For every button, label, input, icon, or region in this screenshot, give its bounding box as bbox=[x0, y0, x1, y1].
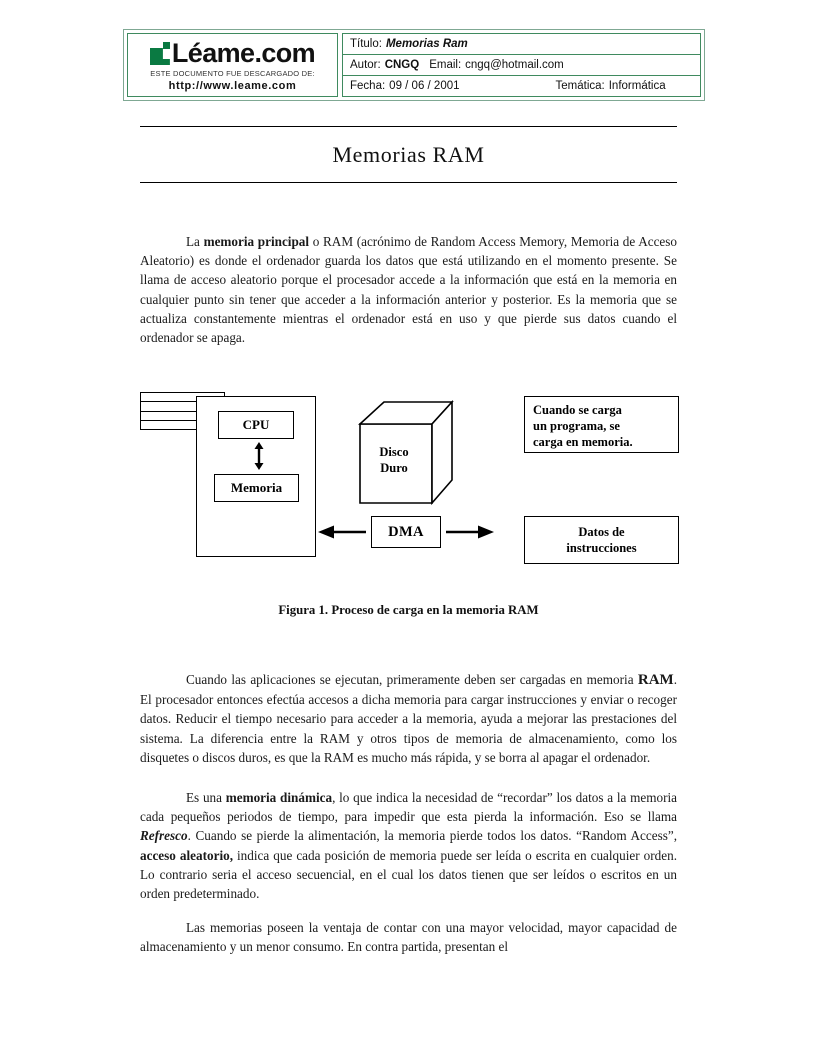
logo-url: http://www.leame.com bbox=[168, 80, 297, 92]
titulo-value: Memorias Ram bbox=[385, 38, 468, 50]
datos-instrucciones-box bbox=[524, 516, 679, 564]
disco-duro-line1: Disco bbox=[379, 445, 409, 459]
memoria-box: Memoria bbox=[214, 474, 299, 502]
fecha-value: 09 / 06 / 2001 bbox=[389, 80, 460, 92]
p3-part-a: Es una bbox=[186, 790, 226, 805]
note-line-3: carga en memoria. bbox=[533, 435, 633, 449]
meta-row-autor bbox=[343, 55, 700, 76]
title-rule-bottom bbox=[140, 182, 677, 183]
meta-row-fecha bbox=[343, 76, 700, 96]
p3-emph-acceso-aleatorio: acceso aleatorio, bbox=[140, 847, 233, 863]
figure-ram-load-process bbox=[140, 392, 677, 622]
p1-emph-memoria-principal: memoria principal bbox=[203, 234, 310, 249]
note-box-programa bbox=[524, 396, 679, 453]
paragraph-4: Las memorias poseen la ventaja de contar con una mayor velocidad, mayor capacidad de almacenamiento y un menor consumo. En contra partida, presentan el bbox=[140, 920, 677, 955]
p1-part-c: o RAM (acrónimo de Random Access Memory, Memoria de Acceso Aleatorio) es donde el ordenador guarda los datos que está utilizando en el momento presente. Se llama de acceso aleatorio porque el procesador accede a la información que está en la memoria en cualquier punto sin tener que acceder a la información anterior y posterior. Es la memoria que se actualiza constantemente mientras el ordenador está en uso y que pierde sus datos cuando el ordenador se apaga. bbox=[140, 234, 678, 346]
leame-logo-box bbox=[127, 33, 338, 97]
p2-part-a: Cuando las aplicaciones se ejecutan, primeramente deben ser cargadas en memoria bbox=[186, 672, 638, 687]
p3-emph-memoria-dinamica: memoria dinámica bbox=[225, 790, 333, 805]
meta-row-titulo bbox=[343, 34, 700, 55]
page-title: Memorias RAM bbox=[332, 142, 485, 167]
p3-part-c: , lo que indica la necesidad de “recordar” los datos a la memoria cada pequeños periodos de tiempo, para impedir que esta pierda la información. Eso se llama bbox=[140, 790, 677, 825]
p2-part-c: . El procesador entonces efectúa accesos a dicha memoria para cargar instrucciones y enviar o recoger datos. Reducir el tiempo necesario para acceder a la memoria, ayuda a mejorar las prestaciones del sistema. La diferencia entre la RAM y otros tipos de memoria de almacenamiento, como los disquetes o discos duros, es que la RAM es mucho más rápida, y se borra al apagar el ordenador. bbox=[140, 672, 677, 765]
p3-part-e: . Cuando se pierde la alimentación, la memoria pierde todos los datos. “Random Access”, bbox=[187, 828, 677, 844]
disco-duro-line2: Duro bbox=[380, 461, 408, 475]
dma-to-memory-arrow-icon bbox=[318, 521, 366, 543]
leame-l-logo-icon bbox=[150, 42, 170, 65]
paragraph-1 bbox=[140, 232, 677, 347]
p3-part-g: indica que cada posición de memoria puede ser leída o escrita en cualquier orden. Lo contrario seria el acceso secuencial, en el cual los datos tienen que ser leídos o escritos en un orden predeterminado. bbox=[140, 847, 677, 902]
document-header-banner bbox=[123, 29, 705, 101]
note-line-2: un programa, se bbox=[533, 419, 620, 433]
email-value: cngq@hotmail.com bbox=[465, 59, 564, 71]
paragraph-2 bbox=[140, 670, 677, 767]
tematica-value: Informática bbox=[608, 80, 666, 92]
p2-emph-ram: RAM bbox=[637, 672, 674, 688]
autor-label: Autor: bbox=[350, 59, 381, 71]
logo-tagline: ESTE DOCUMENTO FUE DESCARGADO DE: bbox=[150, 69, 315, 78]
document-meta-table bbox=[342, 33, 701, 97]
p1-part-a: La bbox=[186, 234, 204, 249]
autor-value: CNGQ bbox=[384, 59, 420, 71]
dma-to-data-arrow-icon bbox=[446, 521, 494, 543]
datos-line-2: instrucciones bbox=[566, 541, 637, 555]
tematica-label: Temática: bbox=[555, 80, 605, 92]
logo-wordmark: Léame.com bbox=[171, 38, 316, 68]
paragraph-3 bbox=[140, 788, 677, 903]
logo-row bbox=[150, 39, 315, 68]
dma-box: DMA bbox=[371, 516, 441, 548]
p3-emph-refresco: Refresco bbox=[140, 828, 188, 844]
note-line-1: Cuando se carga bbox=[533, 403, 622, 417]
cpu-box: CPU bbox=[218, 411, 294, 439]
titulo-label: Título: bbox=[350, 38, 382, 50]
disco-duro-label bbox=[358, 444, 430, 476]
fecha-label: Fecha: bbox=[350, 80, 386, 92]
datos-line-1: Datos de bbox=[578, 525, 625, 539]
cpu-memory-double-arrow-icon bbox=[252, 442, 266, 470]
figure-caption: Figura 1. Proceso de carga en la memoria RAM bbox=[278, 603, 539, 617]
email-label: Email: bbox=[429, 59, 462, 71]
title-rule-top bbox=[140, 126, 677, 127]
